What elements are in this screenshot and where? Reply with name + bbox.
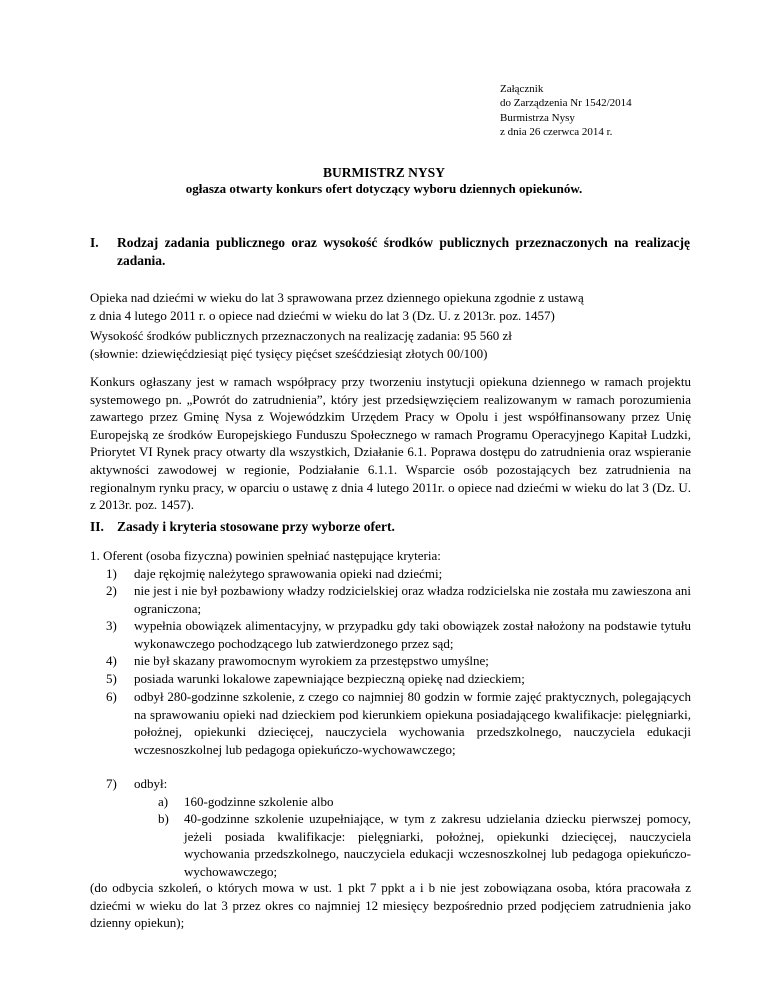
list-item <box>106 565 691 583</box>
list-item <box>106 688 691 758</box>
section-title: Zasady i kryteria stosowane przy wyborze ofert. <box>117 519 395 534</box>
sub-list-item-letter: a) <box>158 794 169 809</box>
paragraph-task <box>90 289 691 324</box>
sub-list-item <box>158 810 691 880</box>
list-item-number: 1) <box>106 566 117 581</box>
list-item-number: 4) <box>106 653 117 668</box>
sub-list-item-text: 160-godzinne szkolenie albo <box>184 794 334 809</box>
annex-line: do Zarządzenia Nr 1542/2014 <box>500 97 632 110</box>
annex-line: Burmistrza Nysy <box>500 111 575 124</box>
paragraph-line: Wysokość środków publicznych przeznaczonych na realizację zadania: 95 560 zł <box>90 328 512 343</box>
list-item <box>106 670 691 688</box>
section-heading-1 <box>90 234 690 270</box>
list-item-number: 5) <box>106 671 117 686</box>
list-item <box>106 652 691 670</box>
list-item-text: nie jest i nie był pozbawiony władzy rodzicielskiej oraz władza rodzicielska nie została mu zawieszona ani ograniczona; <box>134 583 691 616</box>
criteria-intro: 1. Oferent (osoba fizyczna) powinien spełniać następujące kryteria: <box>90 548 441 563</box>
list-item-text: daje rękojmię należytego sprawowania opieki nad dziećmi; <box>134 566 443 581</box>
paragraph-line: Opieka nad dziećmi w wieku do lat 3 sprawowana przez dziennego opiekuna zgodnie z ustawą <box>90 290 584 305</box>
list-item-number: 3) <box>106 618 117 633</box>
paragraph-line: (słownie: dziewięćdziesiąt pięć tysięcy pięćset sześćdziesiąt złotych 00/100) <box>90 345 488 361</box>
list-item-text: nie był skazany prawomocnym wyrokiem za przestępstwo umyślne; <box>134 653 489 668</box>
sub-list-item <box>158 793 691 811</box>
list-item-text: wypełnia obowiązek alimentacyjny, w przypadku gdy taki obowiązek został nałożony na podstawie tytułu wykonawczego pochodzącego lub zatwierdzonego przez sąd; <box>134 618 691 651</box>
list-item <box>106 775 691 793</box>
list-item <box>106 582 691 617</box>
list-item-number: 6) <box>106 689 117 704</box>
sub-list-item-text: 40-godzinne szkolenie uzupełniające, w tym z zakresu udzielania dziecku pierwszej pomocy, jeżeli posiada kwalifikacje: pielęgniarki, położnej, opiekunki dziecięcej, nauczyciela wychowania przedszkolnego, nauczyciela edukacji wczesnoszkolnej lub pedagoga opiekuńczo-wychowawczego; <box>184 811 691 879</box>
criteria-note: (do odbycia szkoleń, o których mowa w ust. 1 pkt 7 ppkt a i b nie jest zobowiązana osoba, która pracowała z dziećmi w wieku do lat 3 przez okres co najmniej 12 miesięcy bezpośrednio przed podjęciem zatrudnienia jako dzienny opiekun); <box>90 880 691 931</box>
document-subtitle: ogłasza otwarty konkurs ofert dotyczący wyboru dziennych opiekunów. <box>185 181 583 196</box>
sub-list-item-letter: b) <box>158 811 169 826</box>
section-number: I. <box>90 235 99 250</box>
document-title: BURMISTRZ NYSY <box>323 165 445 180</box>
section-number: II. <box>90 519 104 534</box>
annex-line: Załącznik <box>500 83 544 95</box>
annex-line: z dnia 26 czerwca 2014 r. <box>500 125 613 138</box>
list-item-text: odbył: <box>134 776 168 791</box>
list-item-number: 7) <box>106 776 117 791</box>
paragraph-project: Konkurs ogłaszany jest w ramach współpracy przy tworzeniu instytucji opiekuna dziennego w ramach projektu systemowego pn. „Powrót do zatrudnienia”, który jest przedsięwzięciem realizowanym w ramach porozumienia zawartego przez Gminę Nysa z Wojewódzkim Urzędem Pracy w Opolu i jest współfinansowany przez Unię Europejską ze środków Europejskiego Funduszu Społecznego w ramach Programu Operacyjnego Kapitał Ludzki, Priorytet VI Rynek pracy otwarty dla wszystkich, Działanie 6.1. Poprawa dostępu do zatrudnienia oraz wspieranie aktywności zawodowej w regionie, Podziałanie 6.1.1. Wsparcie osób pozostających bez zatrudnienia na regionalnym rynku pracy, w oparciu o ustawę z dnia 4 lutego 2011r. o opiece nad dziećmi w wieku do lat 3 (Dz. U. z 2013r. poz. 1457). <box>90 374 691 513</box>
list-item-text: odbył 280-godzinne szkolenie, z czego co najmniej 80 godzin w formie zajęć praktycznych, polegających na sprawowaniu opieki nad dzieckiem pod kierunkiem opiekuna posiadającego kwalifikacje: pielęgniarki, położnej, opiekunki dziecięcej, nauczyciela wychowania przedszkolnego, nauczyciela edukacji wczesnoszkolnej lub pedagoga opiekuńczo-wychowawczego; <box>134 689 691 757</box>
annex-header <box>500 82 632 139</box>
paragraph-line: z dnia 4 lutego 2011 r. o opiece nad dziećmi w wieku do lat 3 (Dz. U. z 2013r. poz. 1457) <box>90 307 555 323</box>
section-title: Rodzaj zadania publicznego oraz wysokość środków publicznych przeznaczonych na realizację zadania. <box>117 235 690 268</box>
list-item <box>106 617 691 652</box>
list-item-number: 2) <box>106 583 117 598</box>
paragraph-funds <box>90 327 691 362</box>
list-item-text: posiada warunki lokalowe zapewniające bezpieczną opiekę nad dzieckiem; <box>134 671 525 686</box>
section-heading-2 <box>90 518 690 536</box>
